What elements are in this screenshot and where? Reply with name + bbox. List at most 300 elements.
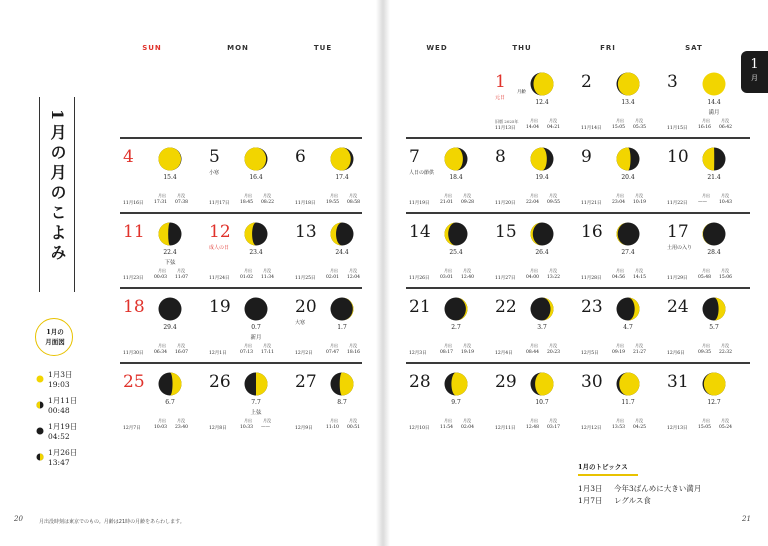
moon-phase-icon: [616, 147, 640, 171]
moonset-header: 月没: [721, 418, 729, 423]
day-cell-2: [578, 64, 662, 136]
day-cell-19: [206, 289, 290, 361]
day-cell-11: [120, 214, 204, 286]
lunar-date: 11月17日: [209, 201, 230, 206]
moon-phase-icon: [158, 147, 182, 171]
day-cell-5: [206, 139, 290, 211]
moonset-time: ——: [261, 425, 270, 430]
moonrise-header: 月出: [702, 343, 710, 348]
moon-age: 17.4: [335, 174, 349, 181]
moonset-time: 06:42: [719, 125, 732, 130]
moon-phase-icon: [702, 372, 726, 396]
moonset-time: 09:55: [547, 200, 560, 205]
page-number-right: 21: [742, 515, 751, 523]
moonrise-time: 07:47: [326, 350, 339, 355]
moon-phase-icon: [616, 72, 640, 96]
topic-text: レグルス食: [614, 496, 651, 505]
lunar-date: 12月12日: [581, 426, 602, 431]
legend-item-new: [36, 422, 96, 448]
moonset-header: 月没: [635, 118, 643, 123]
day-number: 26: [209, 372, 231, 392]
phase-name: 新月: [250, 335, 262, 341]
moon-age-label: 月齢: [517, 90, 526, 95]
moon-age: 20.4: [621, 174, 635, 181]
moonset-header: 月没: [463, 193, 471, 198]
day-number: 21: [409, 297, 431, 317]
moonset-time: 13:22: [547, 275, 560, 280]
page-gutter: [376, 0, 390, 546]
moonset-time: 20:23: [547, 350, 560, 355]
moonrise-time: 10:33: [240, 425, 253, 430]
moon-age: 2.7: [451, 324, 461, 331]
day-number: 29: [495, 372, 517, 392]
day-number: 22: [495, 297, 517, 317]
lunar-date: 11月13日: [495, 126, 516, 131]
moonrise-time: 13:53: [612, 425, 625, 430]
moonset-header: 月没: [463, 343, 471, 348]
day-number: 27: [295, 372, 317, 392]
legend-title-line2: 月面図: [45, 338, 65, 346]
day-number: 9: [581, 147, 592, 167]
lunar-date: 11月22日: [667, 201, 688, 206]
moonrise-header: 月出: [158, 193, 166, 198]
day-number: 30: [581, 372, 603, 392]
moon-age: 21.4: [707, 174, 721, 181]
moon-phase-icon: [244, 372, 268, 396]
moonrise-header: 月出: [444, 418, 452, 423]
moonrise-header: 月出: [244, 268, 252, 273]
moonset-header: 月没: [635, 193, 643, 198]
day-number: 12: [209, 222, 231, 242]
weekday-wed: WED: [426, 44, 448, 52]
moonset-time: 10:43: [719, 200, 732, 205]
moonrise-time: 18:45: [240, 200, 253, 205]
lunar-date: 12月7日: [123, 426, 141, 431]
moon-phase-icon: [158, 372, 182, 396]
day-number: 8: [495, 147, 506, 167]
legend-item-full: [36, 370, 96, 396]
moonrise-time: 09:35: [698, 350, 711, 355]
moonset-header: 月没: [263, 343, 271, 348]
day-cell-14: [406, 214, 490, 286]
moonset-time: 17:11: [261, 350, 274, 355]
moonrise-header: 月出: [702, 418, 710, 423]
legend-title-line1: 1月の: [46, 328, 64, 336]
moonrise-time: 05:48: [698, 275, 711, 280]
moonrise-time: 04:56: [612, 275, 625, 280]
lunar-date: 12月3日: [409, 351, 427, 356]
day-cell-1: [492, 64, 576, 136]
legend-date: 1月3日: [48, 370, 73, 379]
lunar-date: 11月27日: [495, 276, 516, 281]
moonset-header: 月没: [549, 418, 557, 423]
lunar-date: 11月30日: [123, 351, 144, 356]
lunar-date: 12月9日: [295, 426, 313, 431]
day-cell-7: [406, 139, 490, 211]
moonrise-time: ——: [698, 200, 707, 205]
moon-age: 1.7: [337, 324, 347, 331]
moonset-time: 07:38: [175, 200, 188, 205]
page-number-left: 20: [14, 515, 23, 523]
moonset-header: 月没: [177, 343, 185, 348]
moon-phase-icon: [530, 222, 554, 246]
day-note: 元日: [495, 95, 506, 101]
moonrise-header: 月出: [616, 193, 624, 198]
month-tab-kanji: 月: [751, 74, 758, 82]
moonset-time: 11:07: [175, 275, 188, 280]
day-cell-27: [292, 364, 376, 436]
lunar-date: 11月25日: [295, 276, 316, 281]
moonset-header: 月没: [721, 343, 729, 348]
lunar-date: 11月23日: [123, 276, 144, 281]
moonrise-header: 月出: [158, 418, 166, 423]
moon-age: 27.4: [621, 249, 635, 256]
moon-phase-icon: [330, 297, 354, 321]
day-note: 成人の日: [209, 245, 230, 251]
moonrise-header: 月出: [444, 193, 452, 198]
moonset-header: 月没: [549, 118, 557, 123]
moonset-time: 12:40: [461, 275, 474, 280]
moon-age: 16.4: [249, 174, 263, 181]
lunar-date: 11月14日: [581, 126, 602, 131]
moonset-time: 03:17: [547, 425, 560, 430]
moonrise-header: 月出: [158, 343, 166, 348]
moonset-header: 月没: [263, 418, 271, 423]
moon-phase-icon: [616, 297, 640, 321]
moonset-time: 04:25: [633, 425, 646, 430]
moon-phase-icon: [702, 297, 726, 321]
moonrise-header: 月出: [444, 268, 452, 273]
legend-title: [36, 327, 74, 347]
lunar-date: 11月15日: [667, 126, 688, 131]
moon-phase-icon: [444, 297, 468, 321]
moonset-header: 月没: [635, 268, 643, 273]
day-cell-3: [664, 64, 748, 136]
moonrise-time: 22:04: [526, 200, 539, 205]
moon-age: 3.7: [537, 324, 547, 331]
topics-title: 1月のトピックス: [578, 463, 628, 471]
phase-name: 上弦: [250, 410, 262, 416]
day-cell-17: [664, 214, 748, 286]
moonrise-time: 11:54: [440, 425, 453, 430]
moon-age: 8.7: [337, 399, 347, 406]
day-number: 10: [667, 147, 689, 167]
moon-age: 6.7: [165, 399, 175, 406]
moon-phase-icon: [616, 222, 640, 246]
moonrise-header: 月出: [330, 343, 338, 348]
day-number: 5: [209, 147, 220, 167]
topic-date: 1月3日: [578, 484, 603, 493]
moonrise-time: 06:34: [154, 350, 167, 355]
moon-age: 12.4: [535, 99, 549, 106]
lunar-date: 11月20日: [495, 201, 516, 206]
moonrise-time: 04:00: [526, 275, 539, 280]
moonset-time: 04:21: [547, 125, 560, 130]
moonrise-time: 15:05: [698, 425, 711, 430]
legend-date: 1月19日: [48, 422, 78, 431]
lunar-date: 11月28日: [581, 276, 602, 281]
moon-phase-icon: [702, 72, 726, 96]
lunar-date: 12月6日: [667, 351, 685, 356]
moon-age: 5.7: [709, 324, 719, 331]
day-number: 6: [295, 147, 306, 167]
moonset-time: 11:34: [261, 275, 274, 280]
moon-age: 14.4: [707, 99, 721, 106]
moonset-header: 月没: [177, 418, 185, 423]
day-note: 人日の節供: [409, 170, 435, 176]
moonset-header: 月没: [177, 193, 185, 198]
moon-age: 4.7: [623, 324, 633, 331]
moonrise-header: 月出: [702, 118, 710, 123]
moonrise-header: 月出: [616, 418, 624, 423]
moon-age: 25.4: [449, 249, 463, 256]
moonrise-time: 10:03: [154, 425, 167, 430]
moonrise-time: 02:01: [326, 275, 339, 280]
day-cell-22: [492, 289, 576, 361]
day-cell-21: [406, 289, 490, 361]
moon-phase-icon: [702, 222, 726, 246]
day-note: 大寒: [295, 320, 306, 326]
day-cell-25: [120, 364, 204, 436]
moonrise-header: 月出: [530, 343, 538, 348]
day-number: 15: [495, 222, 517, 242]
lunar-date: 11月16日: [123, 201, 144, 206]
topics-rule: [578, 474, 638, 476]
moon-phase-icon: [244, 147, 268, 171]
moonrise-header: 月出: [244, 418, 252, 423]
legend-time: 00:48: [48, 406, 70, 415]
legend-badge: [35, 318, 73, 356]
day-cell-6: [292, 139, 376, 211]
moonrise-time: 14:04: [526, 125, 539, 130]
moonrise-header: 月出: [244, 343, 252, 348]
moon-phase-icon: [444, 147, 468, 171]
moonset-time: 23:40: [175, 425, 188, 430]
moon-phase-icon: [330, 372, 354, 396]
day-cell-12: [206, 214, 290, 286]
moonrise-header: 月出: [530, 418, 538, 423]
moonset-time: 22:32: [719, 350, 732, 355]
moonrise-time: 17:31: [154, 200, 167, 205]
moonrise-header: 月出: [702, 268, 710, 273]
moon-age: 12.7: [707, 399, 721, 406]
moonset-header: 月没: [635, 418, 643, 423]
day-number: 31: [667, 372, 689, 392]
day-number: 23: [581, 297, 603, 317]
moon-phase-icon: [616, 372, 640, 396]
legend-item-last-quarter: [36, 396, 96, 422]
moonset-header: 月没: [349, 193, 357, 198]
legend-time: 04:52: [48, 432, 70, 441]
moonrise-header: 月出: [244, 193, 252, 198]
day-cell-28: [406, 364, 490, 436]
lunar-date: 11月29日: [667, 276, 688, 281]
lunar-date: 12月11日: [495, 426, 516, 431]
moonrise-header: 月出: [444, 343, 452, 348]
moon-phase-icon: [444, 372, 468, 396]
moonrise-time: 12:48: [526, 425, 539, 430]
moonset-time: 15:06: [719, 275, 732, 280]
lunar-date: 11月21日: [581, 201, 602, 206]
moonrise-time: 08:44: [526, 350, 539, 355]
moonset-time: 14:15: [633, 275, 646, 280]
day-number: 14: [409, 222, 431, 242]
moon-age: 26.4: [535, 249, 549, 256]
day-note: 土用の入り: [667, 245, 693, 251]
moonrise-header: 月出: [616, 268, 624, 273]
lunar-date: 11月18日: [295, 201, 316, 206]
day-number: 17: [667, 222, 689, 242]
moonrise-header: 月出: [330, 268, 338, 273]
legend-item-first-quarter: [36, 448, 96, 474]
moonrise-time: 08:17: [440, 350, 453, 355]
page-title: 1月の月のこよみ: [48, 109, 67, 265]
lunar-date: 12月13日: [667, 426, 688, 431]
moonrise-header: 月出: [702, 193, 710, 198]
day-cell-15: [492, 214, 576, 286]
moon-phase-icon: [330, 222, 354, 246]
day-number: 7: [409, 147, 420, 167]
day-cell-23: [578, 289, 662, 361]
day-number: 19: [209, 297, 231, 317]
moonset-header: 月没: [721, 118, 729, 123]
lunar-date: 12月8日: [209, 426, 227, 431]
topic-date: 1月7日: [578, 496, 603, 505]
moon-age: 0.7: [251, 324, 261, 331]
moon-age: 18.4: [449, 174, 463, 181]
moon-phase-icon: [158, 222, 182, 246]
moonrise-header: 月出: [330, 193, 338, 198]
weekday-thu: THU: [512, 44, 532, 52]
moon-phase-icon: [330, 147, 354, 171]
day-cell-9: [578, 139, 662, 211]
day-cell-20: [292, 289, 376, 361]
lunar-date: 12月10日: [409, 426, 430, 431]
day-cell-29: [492, 364, 576, 436]
moonrise-header: 月出: [158, 268, 166, 273]
moonrise-time: 21:01: [440, 200, 453, 205]
title-frame: [39, 97, 75, 292]
moonrise-header: 月出: [530, 193, 538, 198]
moonrise-time: 00:03: [154, 275, 167, 280]
moon-phase-icon: [530, 147, 554, 171]
moon-age: 9.7: [451, 399, 461, 406]
moonset-header: 月没: [263, 268, 271, 273]
moonset-header: 月没: [463, 268, 471, 273]
moon-age: 29.4: [163, 324, 177, 331]
day-cell-31: [664, 364, 748, 436]
moon-age: 28.4: [707, 249, 721, 256]
moonset-header: 月没: [263, 193, 271, 198]
moonset-time: 05:35: [633, 125, 646, 130]
day-cell-13: [292, 214, 376, 286]
moonset-header: 月没: [721, 193, 729, 198]
weekday-sun: SUN: [142, 44, 162, 52]
old-calendar-label: 旧暦 2025年: [495, 119, 519, 124]
day-cell-26: [206, 364, 290, 436]
moonset-header: 月没: [549, 193, 557, 198]
day-number: 28: [409, 372, 431, 392]
moonrise-header: 月出: [330, 418, 338, 423]
moon-age: 23.4: [249, 249, 263, 256]
lunar-date: 11月26日: [409, 276, 430, 281]
moon-age: 7.7: [251, 399, 261, 406]
moon-phase-icon: [530, 72, 554, 96]
moonrise-time: 11:10: [326, 425, 339, 430]
moonset-time: 10:19: [633, 200, 646, 205]
day-number: 18: [123, 297, 145, 317]
moon-phase-icon: [530, 297, 554, 321]
weekday-mon: MON: [227, 44, 249, 52]
moonrise-header: 月出: [616, 343, 624, 348]
moonrise-time: 01:02: [240, 275, 253, 280]
moonset-header: 月没: [349, 343, 357, 348]
moonset-time: 19:19: [461, 350, 474, 355]
moonrise-header: 月出: [530, 118, 538, 123]
moon-phase-icon: [158, 297, 182, 321]
day-number: 1: [495, 72, 506, 92]
moon-age: 10.7: [535, 399, 549, 406]
moon-phase-icon: [244, 297, 268, 321]
day-cell-8: [492, 139, 576, 211]
moon-age: 22.4: [163, 249, 177, 256]
moonrise-header: 月出: [530, 268, 538, 273]
moonset-time: 08:58: [347, 200, 360, 205]
topic-text: 今年3ばんめに大きい満月: [614, 484, 702, 493]
moon-age: 13.4: [621, 99, 635, 106]
moonset-time: 09:28: [461, 200, 474, 205]
weekday-tue: TUE: [313, 44, 333, 52]
day-number: 16: [581, 222, 603, 242]
day-number: 13: [295, 222, 317, 242]
moon-phase-icon: [244, 222, 268, 246]
moonset-header: 月没: [463, 418, 471, 423]
moon-age: 11.7: [621, 399, 635, 406]
legend-date: 1月26日: [48, 448, 78, 457]
moonrise-time: 15:05: [612, 125, 625, 130]
moonrise-time: 03:01: [440, 275, 453, 280]
day-number: 2: [581, 72, 592, 92]
day-cell-30: [578, 364, 662, 436]
legend-date: 1月11日: [48, 396, 78, 405]
lunar-date: 11月19日: [409, 201, 430, 206]
moonrise-time: 19:55: [326, 200, 339, 205]
weekday-sat: SAT: [685, 44, 703, 52]
moonset-time: 00:51: [347, 425, 360, 430]
day-cell-16: [578, 214, 662, 286]
day-number: 11: [123, 222, 145, 242]
moon-phase-icon: [444, 222, 468, 246]
phase-legend: [32, 318, 92, 478]
phase-name: 満月: [708, 110, 720, 116]
lunar-date: 12月2日: [295, 351, 313, 356]
moonrise-time: 07:13: [240, 350, 253, 355]
moonset-time: 21:27: [633, 350, 646, 355]
moon-phase-icon: [702, 147, 726, 171]
moon-phase-icon: [530, 372, 554, 396]
day-number: 20: [295, 297, 317, 317]
moonrise-header: 月出: [616, 118, 624, 123]
moonset-time: 18:16: [347, 350, 360, 355]
lunar-date: 11月24日: [209, 276, 230, 281]
moonset-header: 月没: [721, 268, 729, 273]
day-cell-18: [120, 289, 204, 361]
moonset-header: 月没: [349, 418, 357, 423]
day-number: 25: [123, 372, 145, 392]
moonset-time: 02:04: [461, 425, 474, 430]
moonset-header: 月没: [177, 268, 185, 273]
moonset-header: 月没: [349, 268, 357, 273]
